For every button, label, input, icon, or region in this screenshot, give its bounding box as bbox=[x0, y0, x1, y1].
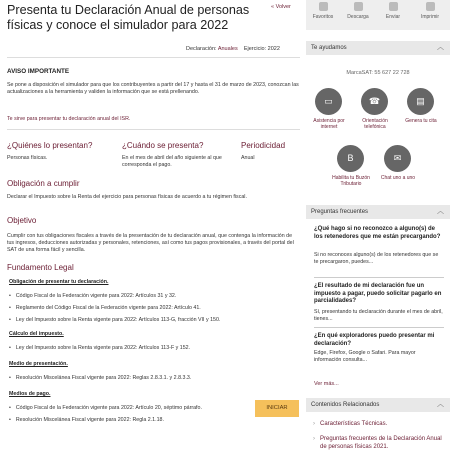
phone-icon[interactable]: ☎ bbox=[361, 88, 388, 115]
legal-item: • Código Fiscal de la Federación vigente para 2022: Artículos 31 y 32. bbox=[9, 293, 176, 300]
sidebar bbox=[306, 0, 450, 464]
help-title: Te ayudamos bbox=[311, 45, 347, 51]
send-button[interactable] bbox=[378, 2, 408, 20]
star-icon bbox=[319, 2, 328, 11]
period-text: Anual bbox=[241, 155, 255, 161]
legal-item: • Reglamento del Código Fiscal de la Federación vigente para 2022: Artículo 41. bbox=[9, 305, 201, 312]
mail-icon bbox=[389, 2, 398, 11]
divider bbox=[7, 57, 300, 58]
internet-assistance-icon[interactable]: ▭ bbox=[315, 88, 342, 115]
faq-answer: Sí, presentando tu declaración durante el mes de abril, tienes... bbox=[314, 309, 443, 322]
related-title: Contenidos Relacionados bbox=[311, 402, 380, 408]
faq-question[interactable]: ¿En qué exploradores puedo presentar mi declaración? bbox=[314, 333, 435, 347]
declaration-value: Anuales bbox=[217, 46, 238, 52]
chevron-up-icon: ︿ bbox=[437, 44, 444, 51]
declaration-label: Declaración: bbox=[186, 46, 217, 52]
when-title: ¿Cuándo se presenta? bbox=[122, 141, 204, 150]
printer-icon bbox=[426, 2, 435, 11]
help-item-label[interactable]: Asistencia por internet bbox=[313, 118, 345, 130]
related-panel-header[interactable] bbox=[306, 398, 450, 412]
objective-title: Objetivo bbox=[7, 216, 37, 225]
divider bbox=[7, 129, 300, 130]
who-title: ¿Quiénes lo presentan? bbox=[7, 141, 93, 150]
notice-text: Se pone a disposición el simulador para que los contribuyentes a partir del 17 y hasta el 31 de marzo de 2023, conozcan las actualizaciones a la herramienta y validen la información que se está prellenando. bbox=[7, 82, 299, 95]
download-icon bbox=[354, 2, 363, 11]
legal-item: • Código Fiscal de la Federación vigente para 2022: Artículo 20, séptimo párrafo. bbox=[9, 405, 202, 412]
help-item-label[interactable]: Chat uno a uno bbox=[380, 175, 416, 181]
help-item-label[interactable]: Genera tu cita bbox=[405, 118, 437, 124]
faq-answer: Edge, Firefox, Google o Safari. Para mayor información consulta... bbox=[314, 350, 416, 363]
exercise-label: Ejercicio: bbox=[243, 46, 267, 52]
marca-phone: MarcaSAT: 55 627 22 728 bbox=[346, 70, 410, 76]
mailbox-icon[interactable]: B bbox=[337, 145, 364, 172]
legal-item: • Resolución Miscelánea Fiscal vigente para 2022: Regla 2.1.18. bbox=[9, 417, 164, 424]
start-button[interactable]: INICIAR bbox=[255, 400, 299, 417]
download-button[interactable] bbox=[343, 2, 373, 20]
notice-title: AVISO IMPORTANTE bbox=[7, 68, 70, 75]
help-panel-header[interactable] bbox=[306, 41, 450, 55]
objective-text: Cumplir con tus obligaciones fiscales a través de la presentación de tu declaración anual, que contenga la información de tus ingresos, deducciones autorizadas y personales, retenciones, así como tus pagos provisionales, a través del portal del SAT de una forma fácil y sencilla. bbox=[7, 233, 294, 253]
declaration-info bbox=[186, 46, 280, 52]
back-link[interactable]: « Volver bbox=[271, 4, 291, 10]
obligation-text: Declarar el Impuesto sobre la Renta del ejercicio para personas físicas de acuerdo a tu régimen fiscal. bbox=[7, 194, 247, 200]
print-button[interactable] bbox=[415, 2, 445, 20]
when-text: En el mes de abril del año siguiente al que corresponda el pago. bbox=[122, 155, 222, 168]
faq-question[interactable]: ¿Qué hago si no reconozco a alguno(s) de los retenedores que me están precargando? bbox=[314, 226, 441, 240]
exercise-value: 2022 bbox=[267, 46, 280, 52]
legal-heading-calculation: Cálculo del impuesto. bbox=[9, 331, 64, 337]
faq-panel-header[interactable] bbox=[306, 205, 450, 219]
help-item-label[interactable]: Orientación telefónica bbox=[362, 118, 388, 130]
related-link[interactable]: › Preguntas frecuentes de la Declaración Anual de personas físicas 2021. bbox=[320, 436, 446, 451]
faq-title: Preguntas frecuentes bbox=[311, 209, 369, 215]
obligation-title: Obligación a cumplir bbox=[7, 179, 80, 188]
divider bbox=[314, 327, 444, 328]
who-text: Personas físicas. bbox=[7, 155, 48, 161]
chat-icon[interactable]: ✉ bbox=[384, 145, 411, 172]
tool-label: Enviar bbox=[385, 14, 401, 20]
legal-heading-medium: Medio de presentación. bbox=[9, 361, 68, 367]
toolbar bbox=[306, 0, 450, 30]
ver-mas-link[interactable]: Ver más... bbox=[314, 381, 339, 387]
chevron-up-icon: ︿ bbox=[437, 401, 444, 408]
faq-question[interactable]: ¿El resultado de mi declaración fue un impuesto a pagar, puedo solicitar pagarlo en parcialidades? bbox=[314, 283, 442, 304]
period-title: Periodicidad bbox=[241, 141, 286, 150]
legal-item: • Resolución Miscelánea Fiscal vigente para 2022: Reglas 2.8.3.1. y 2.8.3.3. bbox=[9, 375, 191, 382]
related-link[interactable]: › Características Técnicas. bbox=[320, 421, 446, 429]
serves-text: Te sirve para presentar tu declaración anual del ISR. bbox=[7, 116, 131, 122]
legal-heading-payment: Medios de pago. bbox=[9, 391, 51, 397]
legal-item: • Ley del Impuesto sobre la Renta vigente para 2022: Artículos 113-G, fracción VII y 150. bbox=[9, 317, 220, 324]
legal-title: Fundamento Legal bbox=[7, 263, 74, 272]
appointment-icon[interactable]: ▤ bbox=[407, 88, 434, 115]
chevron-up-icon: ︿ bbox=[437, 208, 444, 215]
divider bbox=[314, 277, 444, 278]
help-item-label[interactable]: Habilita tu Buzón Tributario bbox=[332, 175, 370, 187]
tool-label: Descarga bbox=[347, 14, 369, 20]
legal-heading-obligation: Obligación de presentar tu declaración. bbox=[9, 279, 109, 285]
page-title: Presenta tu Declaración Anual de personas físicas y conoce el simulador para 2022 bbox=[7, 3, 250, 32]
favorites-button[interactable] bbox=[308, 2, 338, 20]
faq-answer: Si no reconoces alguno(s) de los retenedores que se te precargaron, puedes... bbox=[314, 252, 439, 265]
tool-label: Imprimir bbox=[420, 14, 440, 20]
tool-label: Favoritos bbox=[312, 14, 334, 20]
legal-item: • Ley del Impuesto sobre la Renta vigente para 2022: Artículos 113-F y 152. bbox=[9, 345, 190, 352]
